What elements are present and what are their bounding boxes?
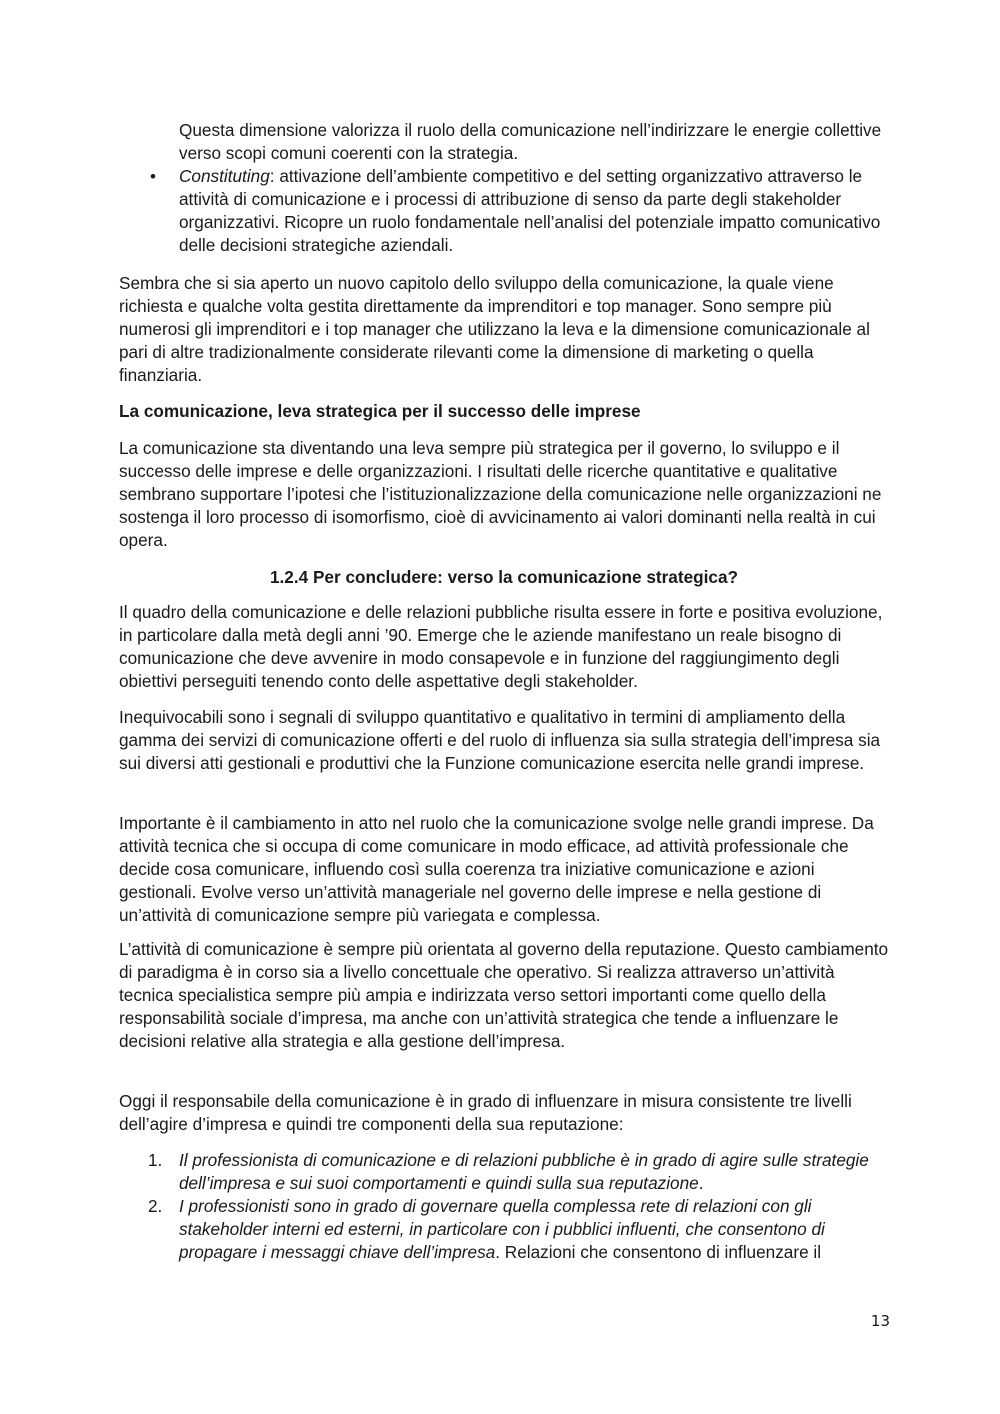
paragraph-6: L’attività di comunicazione è sempre più orientata al governo della reputazione. Questo cambiamento di paradigma è in corso sia a livello concettuale che operativo. Si realizza attraverso un’attività tecnica specialistica sempre più ampia e indirizzata verso settori importanti come quello della responsabilità sociale d’impresa, ma anche con un’attività strategica che tende a influenzare le decisioni relative alla strategia e alla gestione dell’impresa. (119, 939, 889, 1051)
page-number: 13 (870, 1312, 890, 1330)
list-item-2-plain: . Relazioni che consentono di influenzare il (495, 1242, 822, 1262)
list-item-1 (179, 1149, 889, 1195)
paragraph-2: La comunicazione sta diventando una leva sempre più strategica per il governo, lo sviluppo e il successo delle imprese e delle organizzazioni. I risultati delle ricerche quantitative e qualitative sembrano supportare l’ipotesi che l’istituzionalizzazione della comunicazione nelle organizzazioni ne sostenga il loro processo di isomorfismo, cioè di avvicinamento ai valori dominanti nella realtà in cui opera. (119, 438, 882, 550)
paragraph-7: Oggi il responsabile della comunicazione è in grado di influenzare in misura consistente tre livelli dell’agire d’impresa e quindi tre componenti della sua reputazione: (119, 1091, 852, 1134)
list-item-2-italic: I professionisti sono in grado di governare quella complessa rete di relazioni con gli stakeholder interni ed esterni, in particolare con i pubblici influenti, che consentono di propagare i messaggi chiave dell’impresa (179, 1196, 825, 1262)
bullet-marker: • (150, 167, 156, 186)
bullet-term: Constituting (179, 166, 270, 186)
list-number-2: 2. (148, 1196, 163, 1216)
list-item-1-italic: Il professionista di comunicazione e di relazioni pubbliche è in grado di agire sulle strategie dell’impresa e sui suoi comportamenti e quindi sulla sua reputazione (179, 1150, 869, 1193)
section-heading: 1.2.4 Per concludere: verso la comunicazione strategica? (269, 567, 739, 587)
intro-paragraph: Questa dimensione valorizza il ruolo della comunicazione nell’indirizzare le energie collettive verso scopi comuni coerenti con la strategia. (179, 120, 882, 163)
paragraph-3: Il quadro della comunicazione e delle relazioni pubbliche risulta essere in forte e positiva evoluzione, in particolare dalla metà degli anni ’90. Emerge che le aziende manifestano un reale bisogno di comunicazione che deve avvenire in modo consapevole e in funzione del raggiungimento degli obiettivi perseguiti tenendo conto delle aspettative degli stakeholder. (119, 602, 883, 691)
list-number-1: 1. (148, 1150, 163, 1170)
bullet-text: : attivazione dell’ambiente competitivo e del setting organizzativo attraverso le attività di comunicazione e i processi di attribuzione di senso da parte degli stakeholder organizzativi. Ricopre un ruolo fondamentale nell’analisi del potenziale impatto comunicativo delle decisioni strategiche aziendali. (179, 166, 881, 255)
paragraph-5: Importante è il cambiamento in atto nel ruolo che la comunicazione svolge nelle grandi imprese. Da attività tecnica che si occupa di come comunicare in modo efficace, ad attività professionale che decide cosa comunicare, influendo così sulla coerenza tra iniziative comunicazione e azioni gestionali. Evolve verso un’attività manageriale nel governo delle imprese e nella gestione di un’attività di comunicazione sempre più variegata e complessa. (119, 813, 874, 925)
paragraph-4: Inequivocabili sono i segnali di sviluppo quantitativo e qualitativo in termini di ampliamento della gamma dei servizi di comunicazione offerti e del ruolo di influenza sia sulla strategia dell’impresa sia sui diversi atti gestionali e produttivi che la Funzione comunicazione esercita nelle grandi imprese. (119, 707, 881, 773)
list-item-1-plain: . (698, 1173, 704, 1193)
subheading: La comunicazione, leva strategica per il successo delle imprese (119, 401, 641, 421)
list-item-2 (179, 1195, 889, 1264)
paragraph-1: Sembra che si sia aperto un nuovo capitolo dello sviluppo della comunicazione, la quale viene richiesta e qualche volta gestita direttamente da imprenditori e top manager. Sono sempre più numerosi gli imprenditori e i top manager che utilizzano la leva e la dimensione comunicazionale al pari di altre tradizionalmente considerate rilevanti come la dimensione di marketing o quella finanziaria. (119, 273, 870, 385)
bullet-item-constituting (179, 165, 889, 257)
